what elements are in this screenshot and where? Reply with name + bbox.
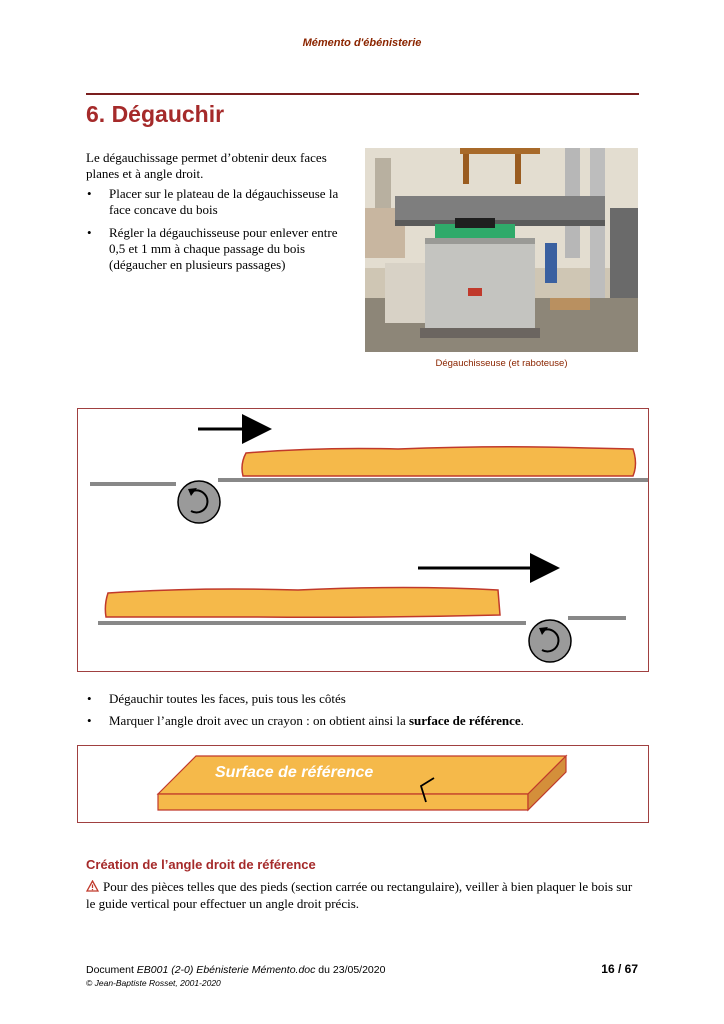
bullet-icon: • (87, 691, 92, 706)
list-item: • Marquer l’angle droit avec un crayon : on obtient ainsi la surface de référence. (87, 713, 524, 728)
list-item: • Régler la dégauchisseuse pour enlever entre 0,5 et 1 mm à chaque passage du bois (dégaucher en plusieurs passages) (87, 225, 338, 272)
footer-document: Document EB001 (2-0) Ebénisterie Mémento.doc du 23/05/2020 (86, 964, 386, 976)
marking-list (86, 691, 646, 735)
cutter-head-icon (178, 481, 220, 523)
reference-surface-label: Surface de référence (215, 764, 374, 781)
section-title: 6. Dégauchir (86, 101, 225, 127)
page-number: 16 / 67 (601, 962, 638, 976)
wood-board (242, 447, 636, 476)
header-rule (86, 93, 639, 95)
reference-surface-svg (78, 746, 648, 822)
list-item: • Dégauchir toutes les faces, puis tous les côtés (87, 691, 346, 706)
bullet-icon: • (87, 186, 92, 201)
photo-caption: Dégauchisseuse (et raboteuse) (435, 358, 568, 369)
bullet-icon: • (87, 713, 92, 728)
cutter-head-icon (529, 620, 571, 662)
instructions-list (86, 186, 356, 280)
warning-icon (86, 880, 99, 892)
jointing-diagram-svg (78, 409, 648, 671)
footer-copyright: © Jean-Baptiste Rosset, 2001-2020 (86, 978, 221, 988)
wood-board (105, 588, 500, 618)
list-item: • Placer sur le plateau de la dégauchisseuse la face concave du bois (87, 186, 339, 217)
intro-paragraph: Le dégauchissage permet d’obtenir deux faces planes et à angle droit. (86, 150, 327, 181)
jointing-diagram (77, 408, 649, 672)
running-header: Mémento d'ébénisterie (302, 37, 422, 49)
jointer-photo (365, 148, 638, 352)
board-front-face (158, 794, 528, 810)
bullet-icon: • (87, 225, 92, 240)
reference-surface-diagram (77, 745, 649, 823)
warning-paragraph: Pour des pièces telles que des pieds (section carrée ou rectangulaire), veiller à bien plaquer le bois sur le guide vertical pour effectuer un angle droit précis. (86, 879, 633, 911)
subsection-title: Création de l’angle droit de référence (86, 857, 316, 872)
reference-term: surface de référence (408, 713, 521, 728)
